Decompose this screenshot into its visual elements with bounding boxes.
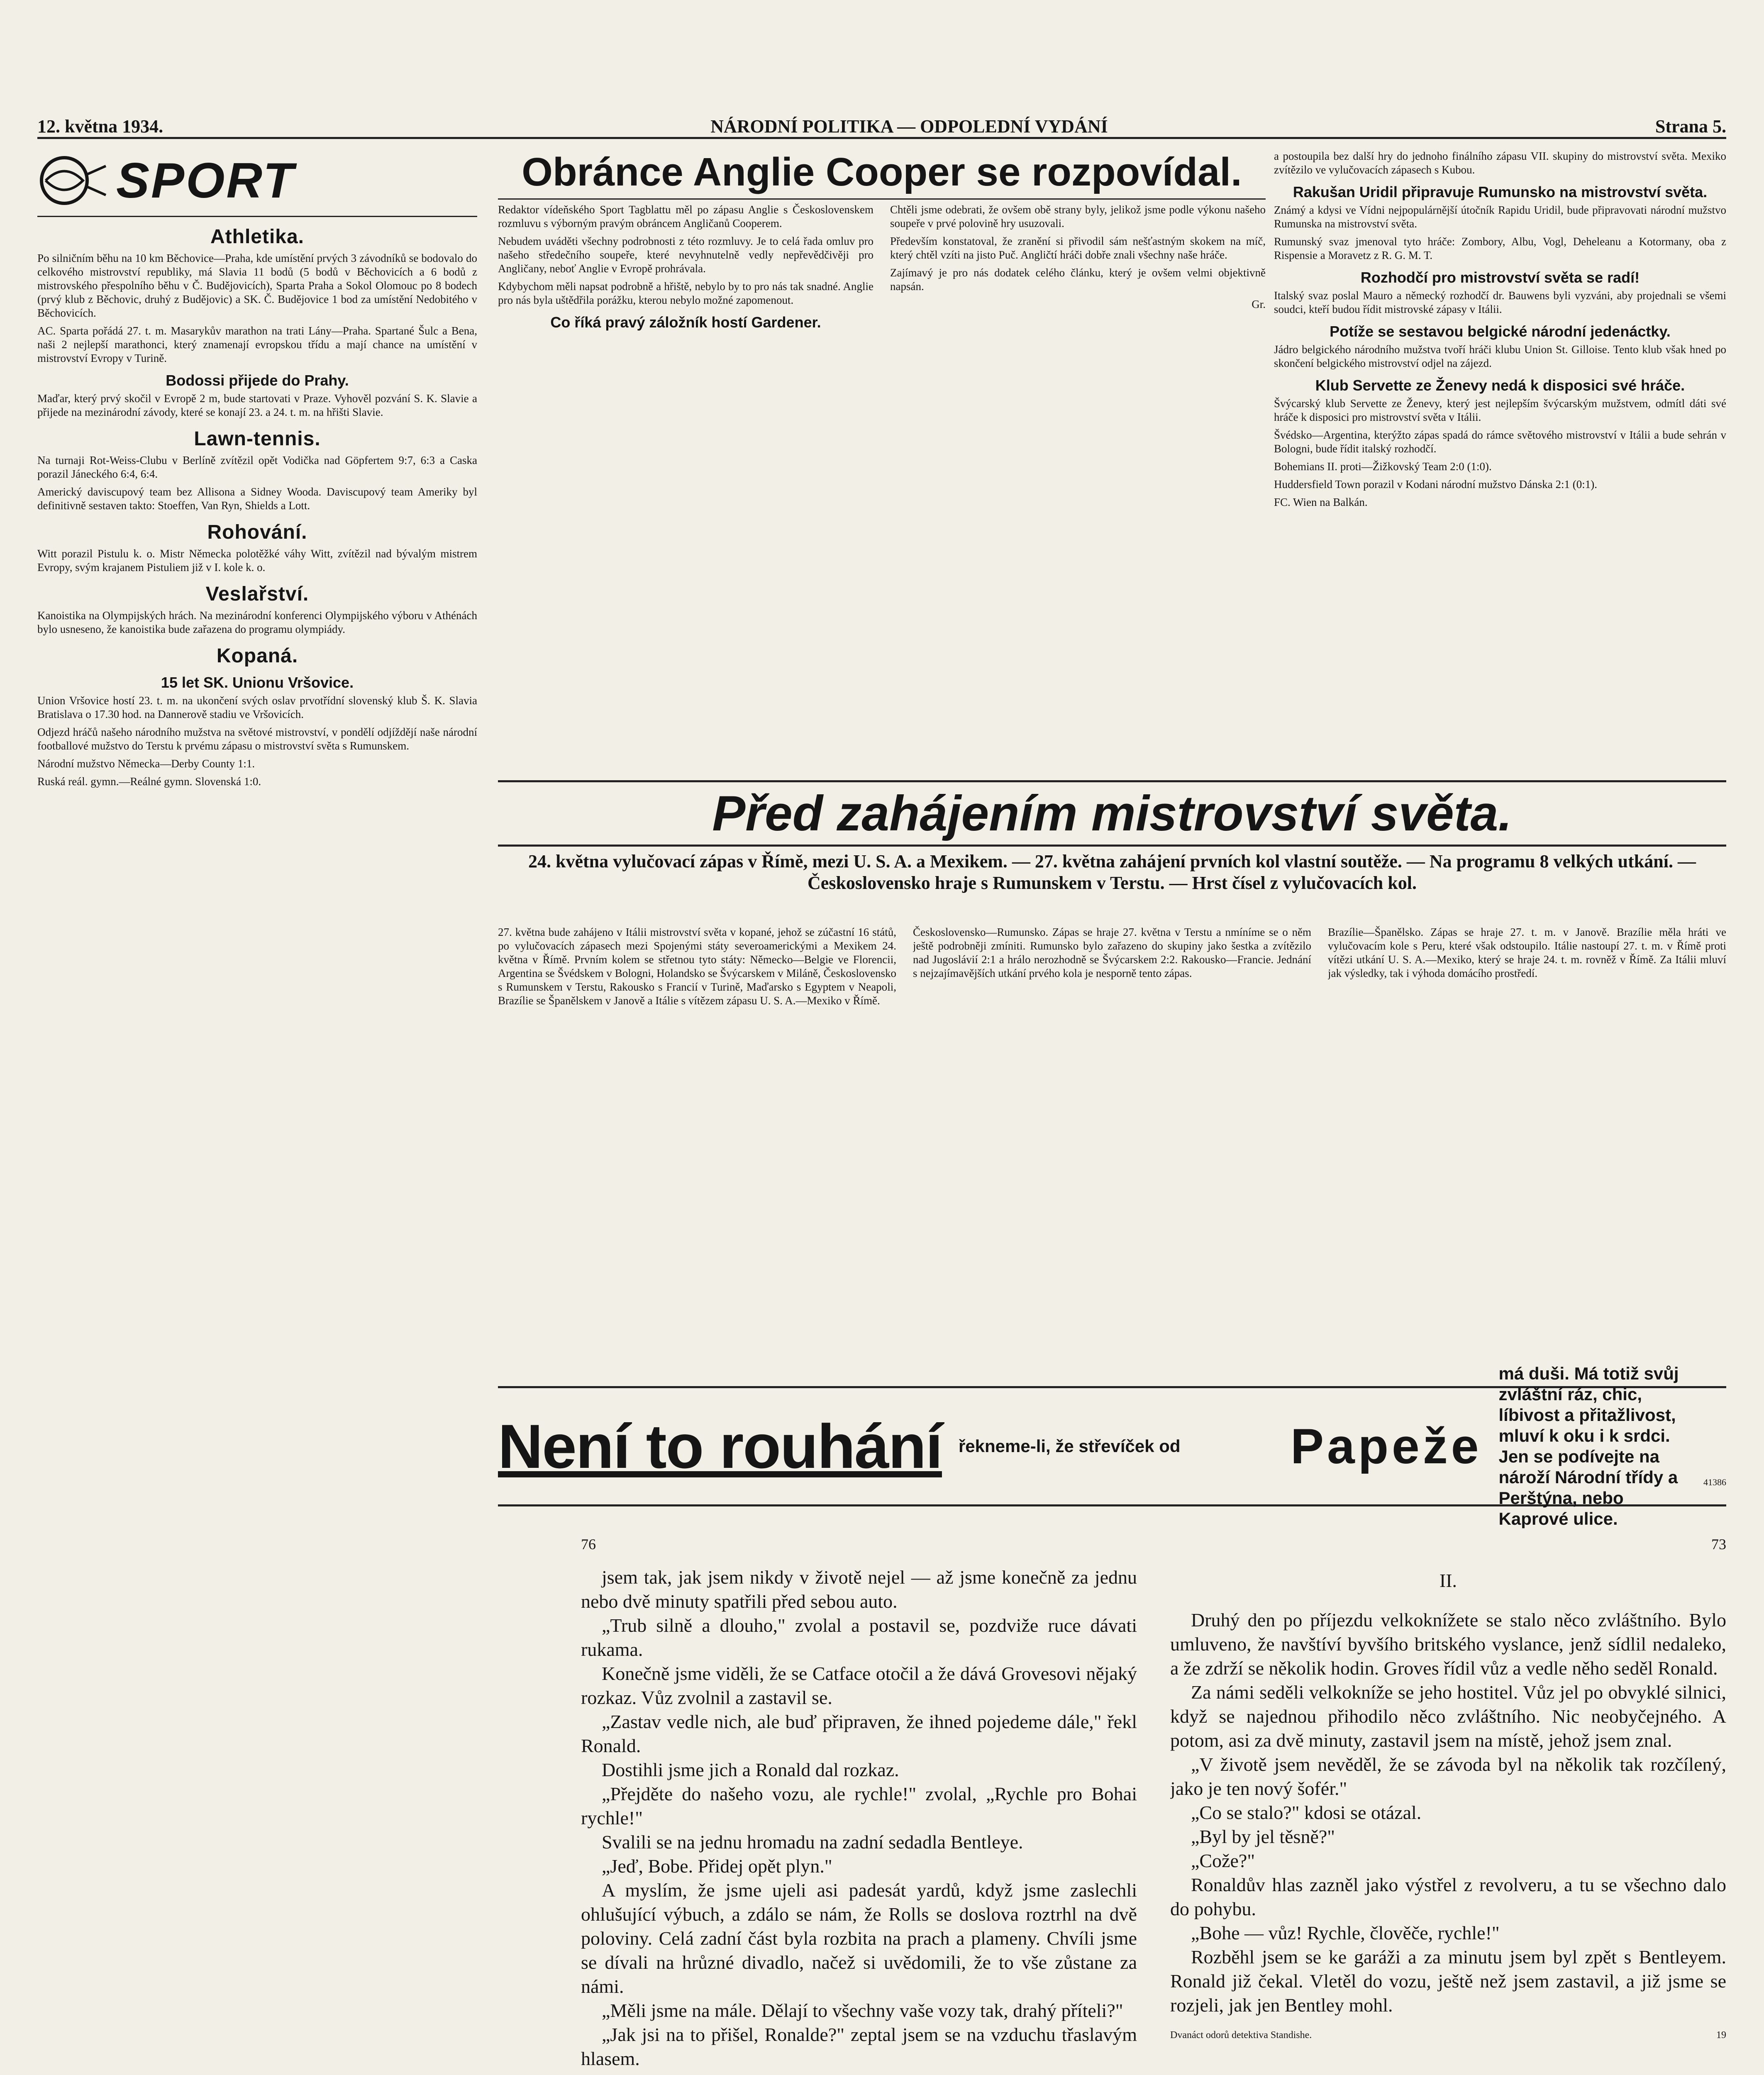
novel-left-page-number: 76 <box>581 1536 596 1553</box>
ad-lead-text: řekneme-li, že střevíček od <box>958 1436 1181 1456</box>
novel-paragraph: „Co se stalo?" kdosi se otázal. <box>1191 1802 1422 1823</box>
article-paragraph: Huddersfield Town porazil v Kodani národní mužstvo Dánska 2:1 (0:1). <box>1274 478 1597 491</box>
article-paragraph: Chtěli jsme odebrati, že ovšem obě strany byly, jelikož jsme podle výkonu našeho soupeře v prvé polovině hry usuzovali. <box>890 203 1266 229</box>
section-title: Veslařství. <box>205 583 309 605</box>
article-body <box>498 203 1266 331</box>
worldcup-columns <box>498 925 1726 1382</box>
novel-paragraph: jsem tak, jak jsem nikdy v životě nejel — až jsme konečně za jednu nebo dvě minuty spatřili před sebou auto. <box>581 1567 1137 1612</box>
sport-logo-text: SPORT <box>116 153 295 208</box>
article-paragraph: a postoupila bez další hry do jednoho finálního zápasu VII. skupiny do mistrovství světa. Mexiko zvítězilo ve vylučovacích zápasech s Kubou. <box>1274 150 1726 176</box>
novel-page-numbers <box>581 1536 1726 1553</box>
cooper-article <box>498 149 1266 739</box>
ad-brand: Papeže <box>1290 1418 1482 1474</box>
article-paragraph: Odjezd hráčů našeho národního mužstva na světové mistrovství, v pondělí odjíždějí naše národní footballové mužstvo do Terstu k prvému zápasu o mistrovství světa s Rumunskem. <box>37 726 477 752</box>
article-paragraph: Americký daviscupový team bez Allisona a Sidney Wooda. Daviscupový team Ameriky byl definitivně sestaven takto: Stoeffen, Van Ryn, Shields a Lott. <box>37 486 477 512</box>
newspaper-title: NÁRODNÍ POLITIKA — ODPOLEDNÍ VYDÁNÍ <box>710 116 1108 137</box>
article-paragraph: Československo—Rumunsko. Zápas se hraje 27. května v Terstu a nmíníme se o něm ještě podrobněji zmíniti. Rumunsko bylo zařazeno do skupiny jako šestka a zvítězilo nad Jugoslávií 2:1 a hrálo nerozhodně se Švýcarskem 2:2. Rakousko—Francie. Jednání s nejzajímavějších utkání prvého kola je nesporně tento zápas. <box>913 926 1311 979</box>
section-title: Rozhodčí pro mistrovství světa se radí! <box>1360 269 1640 286</box>
article-paragraph: 27. května bude zahájeno v Itálii mistrovství světa v kopané, jehož se zúčastní 16 států, po vylučovacích zápasech mezi Spojenými státy severoamerickými a Mexikem 24. května v Římě. Prvním kolem se střetnou tyto státy: Německo—Belgie ve Florencii, Argentina se Švédskem v Bologni, Holandsko se Švýcarskem v Miláně, Československo s Rumunskem v Terstu, Rakousko s Francií v Turině, Maďarsko s Egyptem v Neapoli, Brazílie se Španělskem v Janově a Itálie s vítězem zápasu U. S. A.—Mexiko v Římě. <box>498 926 896 1007</box>
serial-novel <box>581 1536 1726 2075</box>
novel-paragraph: Za námi seděli velkokníže se jeho hostitel. Vůz jel po obvyklé silnici, když se najednou přihodilo něco zvláštního. Nic neobyčejného. A potom, asi za dvě minuty, zastavil jsem na místě, jehož jsem znal. <box>1170 1682 1726 1751</box>
article-paragraph: Švýcarský klub Servette ze Ženevy, který jest nejlepším švýcarským mužstvem, odmítl dáti své hráče k disposici pro mistrovství světa v Itálii. <box>1274 397 1726 423</box>
sport-ball-icon <box>37 154 108 208</box>
sport-section <box>37 427 477 513</box>
novel-paragraph: Dostihli jsme jich a Ronald dal rozkaz. <box>602 1759 899 1780</box>
article-paragraph: Jádro belgického národního mužstva tvoří hráči klubu Union St. Gilloise. Tento klub však hned po skončení belgického mistrovství odjel na zájezd. <box>1274 343 1726 369</box>
article-paragraph: Po silničním běhu na 10 km Běchovice—Praha, kde umístění prvých 3 závodníků se bodovalo do celkového mistrovství republiky, má Slavia 11 bodů (5 bodů v Běchovicích a 6 bodů z mistrovského přespolního běhu v Č. Budějovicích), Sparta Praha a Sokol Olomouc po 8 bodech (prvý klub z Běchovic, druhý z Budějovic) a SK. Č. Budějovice 1 bod za umístění Nedobitého v Běchovicích. <box>37 252 477 319</box>
novel-paragraph: „Jak jsi na to přišel, Ronalde?" zeptal jsem se na vzduchu třaslavým hlasem. <box>581 2024 1137 2069</box>
worldcup-banner: Před zahájením mistrovství světa. <box>498 780 1726 847</box>
novel-paragraph: „V životě jsem nevěděl, že se závoda byl na několik tak rozčílený, jako je ten nový šofér." <box>1170 1754 1726 1799</box>
section-title: Klub Servette ze Ženevy nedá k disposici své hráče. <box>1315 377 1685 394</box>
section-title: Athletika. <box>210 226 305 248</box>
novel-paragraph: „Trub silně a dlouho," zvolal a postavil se, pozdviže ruce dávati rukama. <box>581 1615 1137 1660</box>
ad-code: 41386 <box>1703 1477 1726 1487</box>
article-paragraph: Zajímavý je pro nás dodatek celého článku, který je ovšem velmi objektivně napsán. <box>890 266 1266 293</box>
novel-paragraph: A myslím, že jsme ujeli asi padesát yardů, když jsme zaslechli ohlušující výbuch, a zdálo se nám, že Rolls se doslova roztrhl na dvě poloviny. Celá zadní část byla rozbita na prach a plameny. Chvíli jsme se dívali na hrůzné divadlo, načež si uvědomili, že to vše zůstane za námi. <box>581 1880 1137 1997</box>
article-paragraph: Bohemians II. proti—Žižkovský Team 2:0 (1:0). <box>1274 460 1492 473</box>
novel-paragraph: Druhý den po příjezdu velkoknížete se stalo něco zvláštního. Bylo umluveno, že navštíví byvšího britského vyslance, jenž sídlil nedaleko, a že zdrží se několik hodin. Groves řídil vůz a vedle něho seděl Ronald. <box>1170 1609 1726 1679</box>
subsection-title: Bodossi přijede do Prahy. <box>166 372 349 389</box>
novel-paragraph: Konečně jsme viděli, že se Catface otočil a že dává Grovesovi nějaký rozkaz. Vůz zvolnil a zastavil se. <box>581 1663 1137 1708</box>
novel-paragraph: „Měli jsme na mále. Dělají to všechny vaše vozy tak, drahý příteli?" <box>602 2000 1123 2021</box>
novel-paragraph: Ronaldův hlas zazněl jako výstřel z revolveru, a tu se všechno dalo do pohybu. <box>1170 1874 1726 1919</box>
worldcup-subhead: 24. května vylučovací zápas v Římě, mezi U. S. A. a Mexikem. — 27. května zahájení prvních kol vlastní soutěže. — Na programu 8 velkých utkání. — Československo hraje s Rumunskem v Terstu. — Hrst čísel z vylučovacích kol. <box>528 851 1696 893</box>
divider <box>498 198 1266 200</box>
article-paragraph: Především konstatoval, že zranění si přivodil sám nešťastným skokem na míč, který chtěl vzíti na jisto Puč. Angličtí hráči dobře znali všechny naše hráče. <box>890 235 1266 261</box>
ad-headline: Není to rouhání <box>498 1411 942 1481</box>
article-paragraph: Italský svaz poslal Mauro a německý rozhodčí dr. Bauwens byli vyzváni, aby projednali se všemi soudci, kteří budou řídit mistrovské zápasy v Itálii. <box>1274 289 1726 315</box>
novel-paragraph: „Byl by jel těsně?" <box>1191 1826 1335 1847</box>
author-signature: Gr. <box>1252 298 1266 310</box>
article-paragraph: Brazílie—Španělsko. Zápas se hraje 27. t. m. v Janově. Brazílie měla hráti ve vylučovacím kole s Peru, které však odstoupilo. Itálie nastoupí 27. t. m. v Římě proti vítězi utkání U. S. A.—Mexiko, který se hraje 24. t. m. rovněž v Římě. Za Itálii mluví jak výsledky, tak i výhoda domácího prostředí. <box>1328 926 1726 979</box>
section-title: Rohování. <box>207 521 307 543</box>
novel-footer <box>1170 2030 1726 2041</box>
novel-paragraph: „Jeď, Bobe. Přidej opět plyn." <box>602 1855 832 1877</box>
article-paragraph: Kanoistika na Olympijských hrách. Na mezinárodní konferenci Olympijského výboru v Athénách bylo usneseno, že kanoistika bude zařazena do programu olympiády. <box>37 609 477 635</box>
novel-paragraph: „Cože?" <box>1191 1850 1255 1871</box>
shoe-advertisement <box>498 1364 1726 1528</box>
novel-paragraph: „Bohe — vůz! Rychle, člověče, rychle!" <box>1191 1922 1500 1943</box>
article-paragraph: Union Vršovice hostí 23. t. m. na ukončení svých oslav prvotřídní slovenský klub Š. K. Slavia Bratislava o 17.30 hod. na Dannerově stadiu ve Vršovicích. <box>37 694 477 720</box>
novel-paragraph: Rozběhl jsem se ke garáži a za minutu jsem byl zpět s Bentleyem. Ronald již čekal. Vletěl do vozu, ještě než jsem zastavil, a již jsme se rozjeli, jak jen Bentley mohl. <box>1170 1946 1726 2016</box>
article-paragraph: Maďar, který prvý skočil v Evropě 2 m, bude startovati v Praze. Vyhověl pozvání S. K. Slavie a přijede na mezinárodní závody, které se konají 23. a 24. t. m. na hřišti Slavie. <box>37 392 477 418</box>
novel-right-page <box>1170 1565 1726 2075</box>
novel-paragraph: „Přejděte do našeho vozu, ale rychle!" zvolal, „Rychle pro Bohai rychle!" <box>581 1783 1137 1828</box>
article-paragraph: FC. Wien na Balkán. <box>1274 496 1368 508</box>
subsection-title: Co říká pravý záložník hostí Gardener. <box>550 314 821 331</box>
novel-sheet-number: 19 <box>1716 2030 1726 2041</box>
subsection-title: 15 let SK. Unionu Vršovice. <box>161 674 354 691</box>
article-paragraph: Ruská reál. gymn.—Reálné gymn. Slovenská 1:0. <box>37 775 261 788</box>
article-headline: Obránce Anglie Cooper se rozpovídal. <box>522 150 1242 194</box>
article-paragraph: Nebudem uváděti všechny podrobnosti z této rozmluvy. Je to celá řada omluv pro našeho středečního soupeře, které nevyhnutelně vedly nepřevědčivěji pro Angličany, neboť Anglie v Evropě prohrávala. <box>498 235 873 275</box>
sport-section <box>37 583 477 636</box>
novel-paragraph: „Zastav vedle nich, ale buď připraven, že ihned pojedeme dále," řekl Ronald. <box>581 1711 1137 1756</box>
novel-title: Dvanáct odorů detektiva Standishe. <box>1170 2030 1312 2041</box>
sport-column <box>37 149 477 2075</box>
sport-section <box>37 644 477 788</box>
ad-body-text: má duši. Má totiž svůj zvláštní ráz, chic, líbivost a přitažlivost, mluví k oku i k srdci. Jen se podívejte na nároží Národní třídy a Perštýna, nebo Kaprové ulice. <box>1498 1364 1679 1528</box>
page-number: Strana 5. <box>1655 116 1726 137</box>
article-paragraph: Redaktor vídeňského Sport Tagblattu měl po zápasu Anglie s Československem rozmluvu s výborným pravým obráncem Angličanů Cooperem. <box>498 203 873 229</box>
novel-paragraph: Svalili se na jednu hromadu na zadní sedadla Bentleye. <box>602 1831 1023 1853</box>
section-title: Rakušan Uridil připravuje Rumunsko na mistrovství světa. <box>1293 183 1708 200</box>
chapter-number: II. <box>1439 1570 1457 1591</box>
sport-section <box>37 521 477 574</box>
divider <box>37 216 477 217</box>
novel-left-page <box>581 1565 1137 2075</box>
page-header <box>37 104 1726 139</box>
sport-logo <box>37 149 477 212</box>
section-title: Lawn-tennis. <box>194 428 321 450</box>
article-paragraph: Národní mužstvo Německa—Derby County 1:1. <box>37 757 255 770</box>
novel-right-page-number: 73 <box>1711 1536 1726 1553</box>
article-paragraph: Známý a kdysi ve Vídni nejpopulárnější útočník Rapidu Uridil, bude připravovati národní mužstvo Rumunska na mistrovství světa. <box>1274 204 1726 230</box>
article-paragraph: AC. Sparta pořádá 27. t. m. Masarykův marathon na trati Lány—Praha. Spartané Šulc a Bena, naši 2 nejlepší marathonci, který znamenají evropskou třídu a mají chance na umístění v mistrovství Evropy v Turině. <box>37 325 477 364</box>
section-title: Kopaná. <box>216 645 298 667</box>
article-paragraph: Rumunský svaz jmenoval tyto hráče: Zombory, Albu, Vogl, Deheleanu a Kotormany, oba z Rispensie a Moravetz z R. G. M. T. <box>1274 235 1726 261</box>
article-paragraph: Švédsko—Argentina, kterýžto zápas spadá do rámce světového mistrovství v Itálii a bude sehrán v Bologni, bude řídit italský rozhodčí. <box>1274 429 1726 455</box>
section-title: Potíže se sestavou belgické národní jedenáctky. <box>1330 323 1671 340</box>
article-paragraph: Kdybychom měli napsat podrobně a hřiště, nebylo by to pro nás tak snadné. Anglie pro nás byla uštědřila porážku, kterou nebylo možné zapomenout. <box>498 280 873 306</box>
issue-date: 12. května 1934. <box>37 116 163 137</box>
article-paragraph: Na turnaji Rot-Weiss-Clubu v Berlíně zvítězil opět Vodička nad Göpfertem 9:7, 6:3 a Caska porazil Jáneckého 6:4, 6:4. <box>37 454 477 480</box>
article-paragraph: Witt porazil Pistulu k. o. Mistr Německa polotěžké váhy Witt, zvítězil nad bývalým mistrem Evropy, svým krajanem Pistuliem již v I. kole k. o. <box>37 547 477 574</box>
sport-section <box>37 225 477 419</box>
